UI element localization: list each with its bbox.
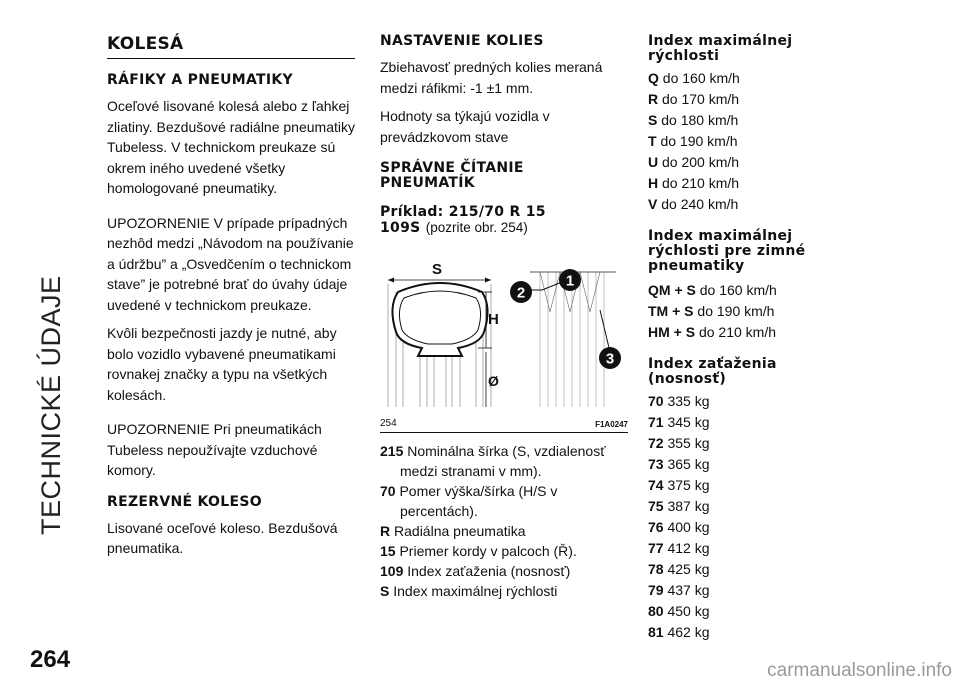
callout-3: 3 [605,350,615,368]
label-diameter: Ø [488,373,499,389]
speed-code: T [648,133,657,149]
load-code: 77 [648,540,664,556]
load-index-item [648,454,863,475]
speed-code: R [648,91,659,107]
code-desc: Priemer kordy v palcoch (Ř). [399,543,577,559]
load-value: 345 kg [667,414,710,430]
load-value: 462 kg [667,624,710,640]
tyre-cross-section-diagram [380,252,628,412]
example-line2: 109S [380,220,421,236]
load-index-item [648,391,863,412]
load-value: 387 kg [667,498,710,514]
load-code: 70 [648,393,664,409]
speed-value: do 170 km/h [662,91,740,107]
load-code: 74 [648,477,664,493]
paragraph-spare-wheel: Lisované oceľové koleso. Bezdušová pneumatika. [107,519,338,556]
paragraph-rims: Oceľové lisované kolesá alebo z ľahkej zliatiny. Bezdušové radiálne pneumatiky Tubeless. V technickom preukaze sú okrem iného uvedené všetky homologované pneumatiky. [107,98,355,196]
load-code: 79 [648,582,664,598]
winter-index-item [648,301,863,322]
heading-speed-line1: Index maximálnej [648,33,793,49]
load-index-item [648,517,863,538]
heading-speed-line2: rýchlosti [648,48,720,64]
speed-value: do 200 km/h [662,154,740,170]
paragraph-warning-tubeless: UPOZORNENIE Pri pneumatikách Tubeless nepoužívajte vzduchové komory. [107,421,322,478]
winter-code: HM + S [648,324,696,340]
paragraph-condition: Hodnoty sa týkajú vozidla v prevádzkovom stave [380,108,550,145]
load-code: 76 [648,519,664,535]
column-indexes [648,34,863,643]
tyre-code-list [380,441,628,601]
example-reference: (pozrite obr. 254) [425,220,528,235]
code-key: 215 [380,443,404,459]
chapter-title: KOLESÁ [107,34,355,59]
winter-value: do 210 km/h [698,324,777,340]
load-index-item [648,559,863,580]
speed-index-item [648,194,863,215]
speed-value: do 240 km/h [661,196,739,212]
heading-load-line2: (nosnosť) [648,371,727,387]
speed-value: do 160 km/h [662,70,740,86]
heading-tyre-reading-line1: SPRÁVNE ČÍTANIE [380,160,524,176]
paragraph-safety: Kvôli bezpečnosti jazdy je nutné, aby bolo vozidlo vybavené pneumatikami rovnakej značky a typu na všetkých kolesách. [107,325,337,403]
winter-value: do 160 km/h [699,282,777,298]
speed-index-item [648,110,863,131]
example-line1: Príklad: 215/70 R 15 [380,204,546,220]
load-code: 71 [648,414,664,430]
code-desc: Nominálna šírka (S, vzdialenosť medzi stranami v mm). [400,443,606,479]
winter-code: TM + S [648,303,694,319]
winter-index-list [648,280,863,343]
load-value: 412 kg [667,540,710,556]
tyre-code-item [380,581,628,601]
code-desc: Pomer výška/šírka (H/S v percentách). [399,483,558,519]
load-value: 375 kg [667,477,710,493]
speed-index-item [648,89,863,110]
heading-wheel-setting: NASTAVENIE KOLIES [380,33,544,49]
load-code: 81 [648,624,664,640]
load-code: 72 [648,435,664,451]
speed-index-list [648,68,863,215]
column-wheel-setting [380,34,628,601]
load-index-item [648,475,863,496]
code-key: S [380,583,390,599]
winter-index-item [648,322,863,343]
heading-speed-index [648,34,863,64]
heading-load-index [648,357,863,387]
speed-index-item [648,68,863,89]
speed-value: do 190 km/h [660,133,738,149]
speed-index-item [648,131,863,152]
load-index-list [648,391,863,643]
heading-tyre-reading [380,161,628,191]
code-desc: Index zaťaženia (nosnosť) [407,563,571,579]
load-value: 365 kg [667,456,710,472]
speed-index-item [648,152,863,173]
winter-code: QM + S [648,282,696,298]
load-index-item [648,496,863,517]
heading-example [380,205,628,236]
speed-code: H [648,175,659,191]
code-key: R [380,523,391,539]
load-code: 75 [648,498,664,514]
watermark: carmanualsonline.info [767,660,952,681]
tyre-code-item [380,521,628,541]
tyre-diagram-figure [380,252,628,433]
paragraph-toe-in: Zbiehavosť predných kolies meraná medzi ráfikmi: -1 ±1 mm. [380,59,603,96]
speed-code: S [648,112,658,128]
winter-value: do 190 km/h [697,303,775,319]
load-value: 450 kg [667,603,710,619]
column-wheels [107,34,355,559]
figure-number: 254 [380,418,397,429]
speed-value: do 180 km/h [661,112,739,128]
load-index-item [648,580,863,601]
code-key: 109 [380,563,404,579]
tyre-code-item [380,481,628,521]
load-value: 355 kg [667,435,710,451]
code-key: 15 [380,543,396,559]
load-code: 78 [648,561,664,577]
load-index-item [648,412,863,433]
load-value: 425 kg [667,561,710,577]
winter-index-item [648,280,863,301]
speed-index-item [648,173,863,194]
load-index-item [648,601,863,622]
callout-1: 1 [565,272,575,290]
load-value: 437 kg [667,582,710,598]
load-value: 335 kg [667,393,710,409]
heading-spare-wheel: REZERVNÉ KOLESO [107,493,262,510]
heading-winter-speed-index [648,229,863,274]
code-key: 70 [380,483,396,499]
load-code: 73 [648,456,664,472]
label-width-s: S [432,261,443,278]
load-index-item [648,622,863,643]
paragraph-warning-docs: UPOZORNENIE V prípade prípadných nezhôd medzi „Návodom na používanie a údržbu” a „Osvedčením o technickom stave” je potrebné brať do úvahy údaje uvedené v technickom preukaze. [107,214,354,313]
speed-code: Q [648,70,659,86]
code-desc: Index maximálnej rýchlosti [393,583,558,599]
heading-tyre-reading-line2: PNEUMATÍK [380,175,475,191]
tyre-code-item [380,541,628,561]
heading-winter-line2: rýchlosti pre zimné [648,243,806,259]
section-sidebar-title: TECHNICKÉ ÚDAJE [36,275,66,535]
load-value: 400 kg [667,519,710,535]
heading-rims-tyres: RÁFIKY A PNEUMATIKY [107,72,293,88]
speed-value: do 210 km/h [662,175,740,191]
page-number: 264 [30,646,71,673]
callout-2: 2 [516,284,526,302]
speed-code: V [648,196,658,212]
code-desc: Radiálna pneumatika [394,523,526,539]
label-height-h: H [488,311,499,328]
heading-winter-line1: Index maximálnej [648,228,793,244]
load-index-item [648,433,863,454]
speed-code: U [648,154,659,170]
figure-code: F1A0247 [595,420,628,429]
heading-winter-line3: pneumatiky [648,258,745,274]
tyre-code-item [380,441,628,481]
tyre-code-item [380,561,628,581]
load-code: 80 [648,603,664,619]
load-index-item [648,538,863,559]
heading-load-line1: Index zaťaženia [648,356,777,372]
